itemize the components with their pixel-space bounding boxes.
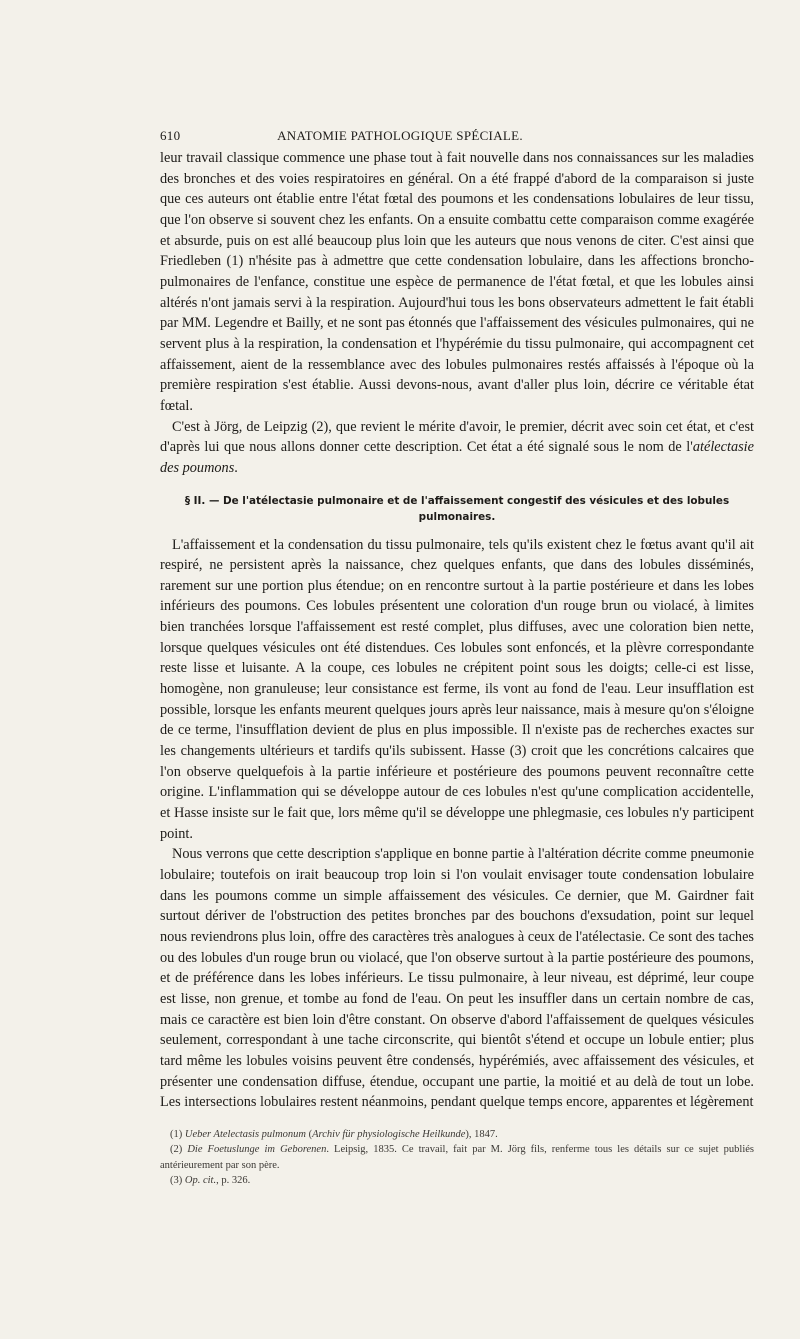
footnote-1-sep: (	[306, 1128, 313, 1140]
page-number: 610	[160, 128, 181, 143]
footnote-1-end: ), 1847.	[465, 1128, 498, 1140]
paragraph-3: L'affaissement et la condensation du tissu pulmonaire, tels qu'ils existent chez le fœtus avant qu'il ait respiré, ne persistent après la naissance, chez quelques enfants, que dans des lobules disséminés, rarement sur une portion plus étendue; on en rencontre surtout à la partie postérieure et dans les lobes inférieurs des poumons. Ces lobules présentent une coloration d'un rouge brun ou violacé, à limites bien tranchées lorsque l'affaissement est resté complet, plus diffuses, avec une coloration bien nette, lorsque quelques vésicules ont été distendues. Ces lobules sont enfoncés, et la plèvre correspondante reste lisse et luisante. A la coupe, ces lobules ne crépitent point sous les doigts; celle-ci est lisse, homogène, non granuleuse; leur consistance est ferme, ils vont au fond de l'eau. Leur insufflation est possible, lorsque les enfants meurent quelques jours après leur naissance, mais à mesure qu'on s'éloigne de ce terme, l'insufflation devient de plus en plus impossible. Il n'existe pas de recherches exactes sur les changements ultérieurs et tardifs qu'ils subissent. Hasse (3) croit que les concrétions calcaires que l'on observe quelquefois à la partie inférieure et postérieure des poumons peuvent reconnaître cette origine. L'inflammation qui se développe autour de ces lobules n'est qu'une complication accidentelle, et Hasse insiste sur le fait que, lors même qu'il se développe une phlegmasie, ces lobules n'y participent point.	[160, 536, 754, 842]
atelectasie-term: atélectasie des poumons	[160, 439, 754, 476]
section-heading: § II. — De l'atélectasie pulmonaire et de l'affaissement congestif des vésicules et des lobules pulmonaires.	[184, 494, 730, 523]
footnote-2-text: . Leipsig, 1835. Ce travail, fait par M. Jörg fils, renferme tous les détails sur ce sujet publiés antérieurement par son père.	[160, 1144, 754, 1171]
paragraph-1: leur travail classique commence une phase tout à fait nouvelle dans nos connaissances sur les maladies des bronches et des voies respiratoires en général. On a été frappé d'abord de la comparaison si juste que ces auteurs ont établie entre l'état fœtal des poumons et les condensations lobulaires de leur tissu, que l'on observe si souvent chez les enfants. On a ensuite combattu cette comparaison comme exagérée et absurde, puis on est allé beaucoup plus loin que les auteurs que nous venons de citer. C'est ainsi que Friedleben (1) n'hésite pas à admettre que cette condensation lobulaire, dans les affections broncho-pulmonaires de l'enfance, constitue une espèce de permanence de l'état fœtal, et que les lobules ainsi altérés n'ont jamais servi à la respiration. Aujourd'hui tous les bons observateurs admettent le fait établi par MM. Legendre et Bailly, et ne sont pas étonnés que l'affaissement des vésicules pulmonaires, qui ne servent plus à la respiration, la condensation et l'hypérémie du tissu pulmonaire, qui accompagnent cet affaissement, aient de la ressemblance avec des lobules pulmonaires restés affaissés à l'époque où la première respiration s'est établie. Aussi devons-nous, avant d'aller plus loin, décrire ce véritable état fœtal.	[160, 150, 754, 414]
footnotes	[160, 1127, 754, 1189]
footnote-1-title: Ueber Atelectasis pulmonum	[184, 1128, 306, 1140]
main-text	[160, 148, 754, 1189]
footnote-1-number: (1)	[170, 1128, 185, 1140]
footnote-2-title: Die Foetuslunge im Geborenen	[187, 1144, 327, 1156]
footnote-2	[160, 1142, 754, 1173]
page-header	[160, 128, 640, 148]
paragraph-2-text: C'est à Jörg, de Leipzig (2), que revient le mérite d'avoir, le premier, décrit avec soin cet état, et c'est d'après lui que nous allons donner cette description. Cet état a été signalé sous le nom de l'	[160, 418, 754, 456]
paragraph-2	[160, 417, 754, 479]
footnote-1-journal: Archiv für physiologische Heilkunde	[312, 1128, 466, 1140]
footnote-1	[160, 1127, 754, 1143]
footnote-3-ref: Op. cit.	[184, 1175, 217, 1187]
footnote-3-text: , p. 326.	[216, 1175, 251, 1187]
running-title: ANATOMIE PATHOLOGIQUE SPÉCIALE.	[277, 128, 523, 143]
footnote-2-number: (2)	[170, 1144, 188, 1156]
footnote-3	[160, 1173, 754, 1189]
paragraph-2-end: .	[234, 459, 238, 476]
footnote-3-number: (3)	[170, 1175, 185, 1187]
paragraph-4: Nous verrons que cette description s'applique en bonne partie à l'altération décrite comme pneumonie lobulaire; toutefois on irait beaucoup trop loin si l'on voulait envisager toute condensation lobulaire dans les poumons comme un simple affaissement des vésicules. Ce dernier, que M. Gairdner fait surtout dériver de l'obstruction des petites bronches par des bouchons d'exsudation, point sur lequel nous reviendrons plus loin, offre des caractères très analogues à ceux de l'atélectasie. Ce sont des taches ou des lobules d'un rouge brun ou violacé, que l'on observe surtout à la partie postérieure des poumons, et de préférence dans les lobes inférieurs. Le tissu pulmonaire, à leur niveau, est déprimé, leur coupe est lisse, non grenue, et tombe au fond de l'eau. On peut les insuffler dans un certain nombre de cas, mais ce caractère est bien loin d'être constant. On observe d'abord l'affaissement de quelques vésicules seulement, correspondant à une tache circonscrite, qui bientôt s'étend et occupe un lobule entier; plus tard même les lobules voisins peuvent être condensés, hypérémiés, avec affaissement des vésicules, et présenter une condensation diffuse, étendue, occupant une partie, la moitié et au delà de tout un lobe. Les intersections lobulaires restent néanmoins, pendant quelque temps encore, apparentes et légèrement	[160, 846, 754, 1111]
